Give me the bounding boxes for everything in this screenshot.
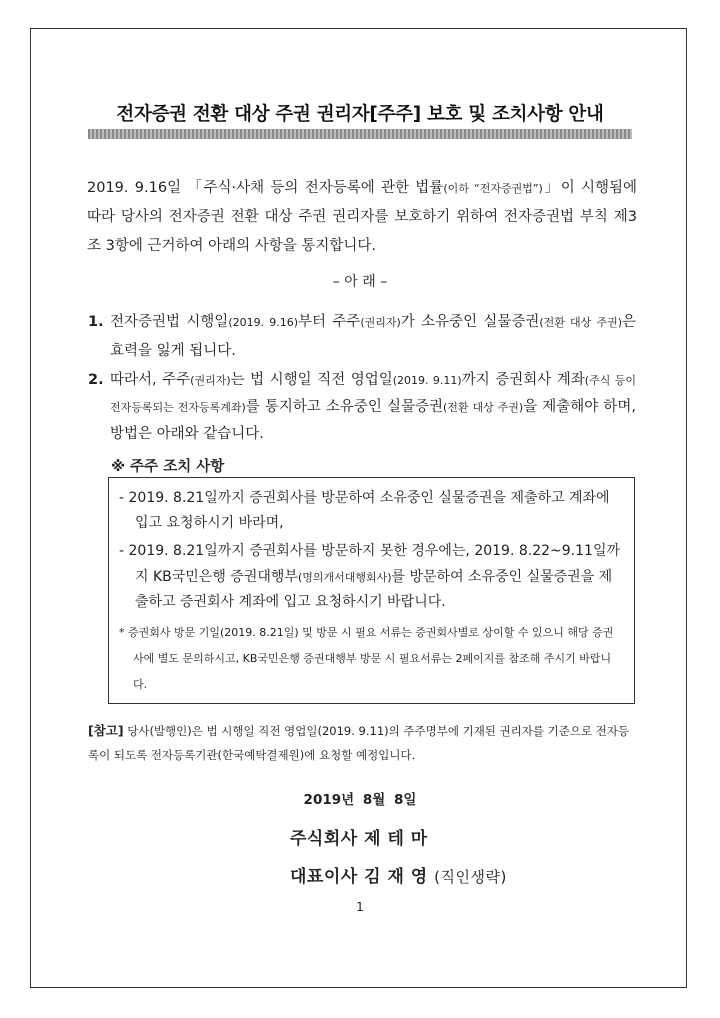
item-text-part: 은 효력을 잃게 됩니다. [110,314,637,359]
list-item-2 [88,367,636,448]
page-title: 전자증권 전환 대상 주권 권리자[주주] 보호 및 조치사항 안내 [116,104,604,125]
action-bullet-2 [119,539,624,616]
bullet-text-part: - 2019. 8.21일까지 증권회사를 방문하지 못한 경우에는, 2019. 8.22~9.11일까지 KB국민은행 증권대행부 [119,543,620,585]
bullet-text-part: 를 방문하여 소유중인 실물증권을 제출하고 증권회사 계좌에 입고 요청하시기 바랍니다. [135,568,613,610]
intro-text-1: 2019. 9.16일 「주식·사채 등의 전자등록에 관한 법률 [87,180,444,196]
item-text [88,367,636,448]
notice-date: 2019년 8월 8일 [303,792,417,808]
item-text-part: (주식 등이 전자등록되는 전자등록계좌) [110,374,636,414]
reference-tag: [참고] [88,723,124,738]
seal-note: (직인생략) [434,868,507,886]
company-name: 주식회사 제 테 마 [290,829,428,849]
item-text-part: 을 제출해야 하며, 방법은 아래와 같습니다. [110,399,636,442]
shareholder-actions-box [108,477,635,704]
item-text-part: 까지 증권회사 계좌 [461,372,585,388]
title-underline [88,129,632,139]
section-separator: – 아 래 – [332,274,388,290]
item-text-part: (전환 대상 주권) [539,316,622,329]
ceo-signature-line [290,862,507,887]
item-text [88,308,636,365]
reference-text: 당사(발행인)은 법 시행일 직전 영업일(2019. 9.11)의 주주명부에 기재된 권리자를 기준으로 전자등록이 되도록 전자등록기관(한국예탁결제원)에 요청할 예정입니다. [88,724,630,762]
item-number: 1. [88,314,104,330]
list-item-1 [88,308,636,365]
page-number: 1 [356,900,364,914]
item-text-part: 부터 주주 [298,314,361,330]
item-text-part: (권리자) [360,316,401,329]
item-text-part: (2019. 9.16) [228,316,299,329]
item-text-part: (전환 대상 주권) [443,401,524,414]
intro-paragraph [87,174,637,261]
intro-text-3: 」이 시행됨에 따라 당사의 전자증권 전환 대상 주권 권리자를 보호하기 위하여 전자증권법 부칙 제3조 3항에 근거하여 아래의 사항을 통지합니다. [87,180,637,254]
ceo-name: 대표이사 김 재 영 [290,867,428,887]
intro-text-2: (이하 “전자증권법”) [443,182,543,195]
item-text-part: 가 소유중인 실물증권 [400,314,540,330]
action-bullet-1: - 2019. 8.21일까지 증권회사를 방문하여 소유중인 실물증권을 제출하고 계좌에 입고 요청하시기 바라며, [119,490,610,531]
item-text-part: (2019. 9.11) [392,374,462,387]
action-footnote: * 증권회사 방문 기일(2019. 8.21일) 및 방문 시 필요 서류는 증권회사별로 상이할 수 있으니 해당 증권사에 별도 문의하시고, KB국민은행 증권대행부 방문 시 필요서류는 2페이지를 참조해 주시기 바랍니다. [119,625,614,691]
item-text-part: 전자증권법 시행일 [110,314,229,330]
reference-note [88,719,636,767]
section-heading: ※ 주주 조치 사항 [111,459,225,475]
item-text-part: 따라서, 주주 [110,372,191,388]
item-text-part: 를 통지하고 소유중인 실물증권 [245,399,443,415]
bullet-text-part: (명의개서대행회사) [297,570,392,584]
item-text-part: (권리자) [190,374,231,387]
item-number: 2. [88,372,104,388]
item-text-part: 는 법 시행일 직전 영업일 [230,372,393,388]
